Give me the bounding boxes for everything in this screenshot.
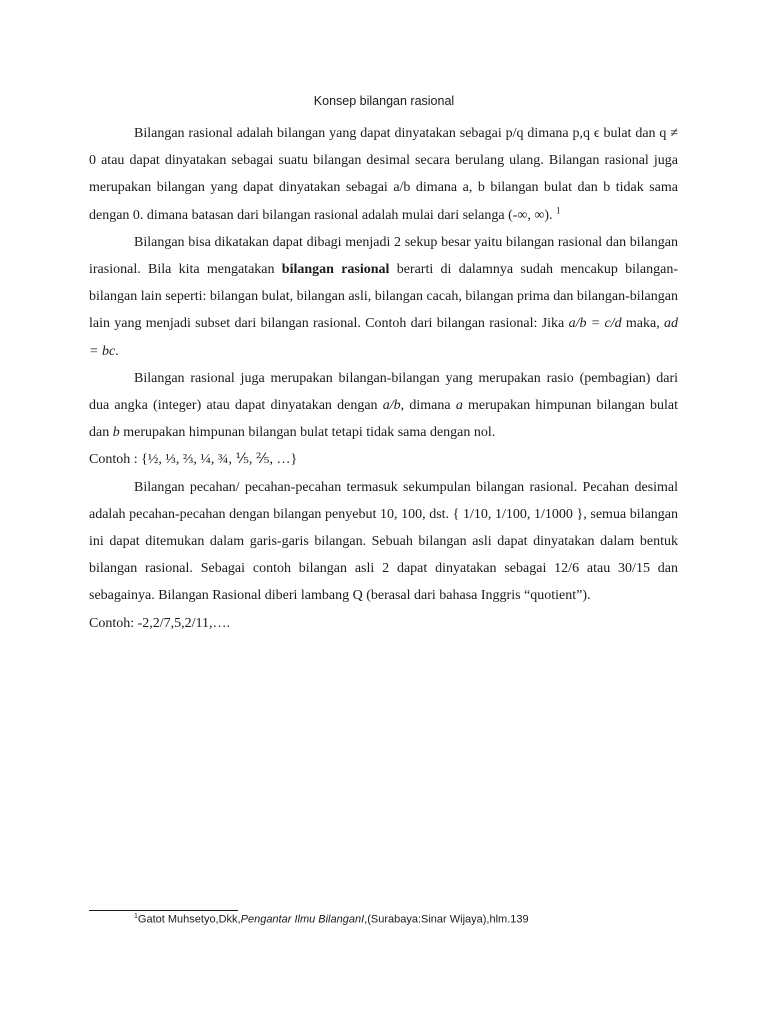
- paragraph-ratio-text-2: , dimana: [400, 398, 451, 414]
- paragraph-ratio-text: Bilangan rasional juga merupakan bilangan-bilangan yang merupakan rasio (pembagian) dari dua angka (integer) atau dapat dinyatakan dengan: [89, 370, 678, 414]
- footnote-book-title: Pengantar Ilmu BilanganI: [240, 913, 365, 926]
- italic-b: b: [112, 425, 120, 441]
- paragraph-fractions: Bilangan pecahan/ pecahan-pecahan termasuk sekumpulan bilangan rasional. Pecahan desimal adalah pecahan-pecahan dengan bilangan penyebut 10, 100, dst. { 1/10, 1/100, 1/1000 }, semua bilangan ini dapat ditemukan dalam garis-garis bilangan. Sebuah bilangan asli dapat dinyatakan dalam bentuk bilangan rasional. Sebagai contoh bilangan asli 2 dapat dinyatakan sebagai 12/6 atau 30/15 dan sebagainya. Bilangan Rasional diberi lambang Q (berasal dari bahasa Inggris “quotient”).: [89, 479, 678, 604]
- page-title: Konsep bilangan rasional: [313, 94, 455, 108]
- equation-fraction: a/b = c/d: [568, 316, 622, 332]
- paragraph-definition: [89, 120, 678, 229]
- footnote-author: Gatot Muhsetyo,Dkk,: [137, 913, 241, 926]
- paragraph-scope-text: Bilangan bisa dikatakan dapat dibagi menjadi 2 sekup besar yaitu bilangan rasional dan bilangan irasional. Bila kita mengatakan: [89, 234, 678, 278]
- footnote-reference: 1: [556, 204, 561, 215]
- footnote-publisher: ,(Surabaya:Sinar Wijaya),hlm.139: [364, 913, 529, 926]
- paragraph-ratio: [89, 365, 678, 447]
- equation-product: ad = bc: [89, 316, 679, 359]
- paragraph-ratio-text-3: merupakan himpunan bilangan bulat dan: [89, 398, 679, 441]
- footnote-number: 1: [134, 913, 138, 920]
- paragraph-scope: [89, 229, 678, 365]
- footnote-separator: [89, 910, 238, 911]
- italic-a: a: [455, 398, 463, 414]
- footnote: [134, 913, 529, 926]
- paragraph-definition-text: Bilangan rasional adalah bilangan yang dapat dinyatakan sebagai p/q dimana p,q ϵ bulat dan q ≠ 0 atau dapat dinyatakan sebagai suatu bilangan desimal secara berulang ulang. Bilangan rasional juga merupakan bilangan yang dapat dinyatakan sebagai a/b dimana a, b bilangan bulat dan b tidak sama dengan 0. dimana batasan dari bilangan rasional adalah mulai dari selanga (-∞, ∞).: [89, 126, 678, 223]
- italic-a-over-b: a/b: [382, 398, 401, 414]
- paragraph-scope-end: .: [115, 343, 119, 359]
- example-numbers: Contoh: -2,2/7,5,2/11,….: [89, 615, 231, 631]
- paragraph-scope-text-3: maka,: [625, 316, 660, 332]
- bold-term: bilangan rasional: [281, 262, 390, 278]
- paragraph-ratio-text-4: merupakan himpunan bilangan bulat tetapi tidak sama dengan nol.: [123, 425, 496, 441]
- example-fractions: Contoh : {½, ⅓, ⅔, ¼, ¾, ⅕, ⅖, …}: [89, 452, 298, 468]
- body-text: [89, 120, 678, 637]
- paragraph-scope-text-2: berarti di dalamnya sudah mencakup bilangan-bilangan lain seperti: bilangan bulat, bilangan asli, bilangan cacah, bilangan prima dan bilangan-bilangan lain yang menjadi subset dari bilangan rasional. Contoh dari bilangan rasional: Jika: [89, 262, 679, 332]
